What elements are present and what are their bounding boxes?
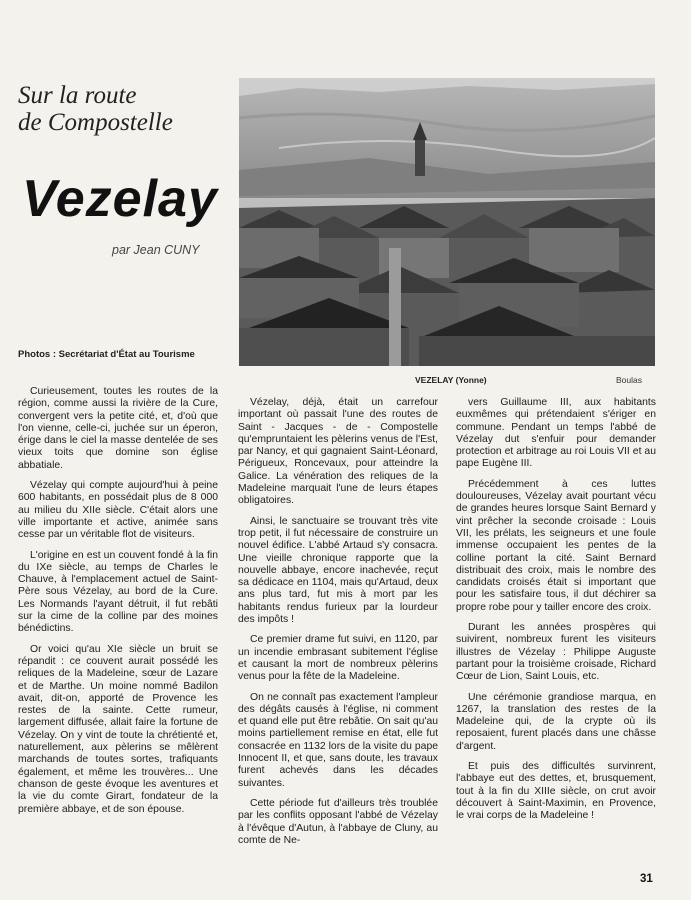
paragraph: Or voici qu'au XIe siècle un bruit se répandit : ce couvent aurait possédé les reliques de la Madeleine, sœur de Lazare et de Marthe. Un moine nommé Badilon avait, dit-on, apporté de Provence les restes de la sainte. Cette rumeur, largement diffusée, allait faire la fortune de Vézelay. On y vint de toute la chrétienté et, naturellement, aux pèlerins se mêlèrent marchands de toutes sortes, trafiquants également, et même les trouvères... Une chanson de geste évoque les aventures et la vie du comte Girart, fondateur de la première abbaye, et de son épouse. [18,643,218,815]
photo-caption: VEZELAY (Yonne) [415,375,487,385]
paragraph: Curieusement, toutes les routes de la région, comme aussi la rivière de la Cure, convergent vers la petite cité, et, d'où que l'on vienne, celle-ci, juchée sur un éperon, érige dans le ciel la masse dentelée de ses vieux toits que domine son église abbatiale. [18,386,218,471]
paragraph: Durant les années prospères qui suivirent, nombreux furent les visiteurs illustres de Vézelay : Philippe Auguste partant pour la troisième croisade, Richard Cœur de Lion, Saint Louis, etc. [456,622,656,683]
article-column-1 [18,386,218,846]
page-number: 31 [640,873,653,885]
kicker-line-2: de Compostelle [18,109,173,136]
paragraph: Ce premier drame fut suivi, en 1120, par un incendie embrasant subitement l'église et causant la mort de nombreux pèlerins venus pour la fête de la Madeleine. [238,634,438,683]
photo-credit: Photos : Secrétariat d'État au Tourisme [18,349,195,360]
paragraph: On ne connaît pas exactement l'ampleur des dégâts causés à l'église, ni comment et quand elle put être rebâtie. On sait qu'au moins partiellement remise en état, elle fut consacrée en 1132 lors de la visite du pape Innocent II, et que, sans doute, les travaux furent achevés dans les décades suivantes. [238,691,438,789]
photographer-credit: Boulas [616,375,642,385]
paragraph: Et puis des difficultés survinrent, l'abbaye eut des dettes, et, brusquement, tout à la fin du XIIIe siècle, on crut avoir découvert à Saint-Maximin, en Provence, le vrai corps de la Madeleine ! [456,761,656,822]
paragraph: vers Guillaume III, aux habitants euxmêmes qui prétendaient s'ériger en commune. Pendant un temps l'abbé de Vézelay dut s'enfuir pour demander protection et arbitrage au roi Louis VII et au pape Eugène III. [456,397,656,470]
article-title: Vezelay [22,170,218,228]
vezelay-photo [239,78,655,366]
byline: par Jean CUNY [112,243,200,257]
article-column-3 [456,397,656,857]
paragraph: L'origine en est un couvent fondé à la fin du IXe siècle, au temps de Charles le Chauve, à l'emplacement actuel de Saint-Père sous Vézelay, au bord de la Cure. Les Normands l'ayant détruit, il fut rebâti sur la cime de la colline par des moines bénédictins. [18,549,218,635]
paragraph: Cette période fut d'ailleurs très troublée par les conflits opposant l'abbé de Vézelay à l'évêque d'Autun, à l'abbaye de Cluny, au comte de Ne- [238,797,438,846]
paragraph: Vézelay qui compte aujourd'hui à peine 600 habitants, en possédait plus de 8 000 au milieu du XIIe siècle. C'était alors une ville importante et active, animée sans cesse par un véritable flot de visiteurs. [18,480,218,541]
kicker-line-1: Sur la route [18,82,137,109]
paragraph: Précédemment à ces luttes douloureuses, Vézelay avait pourtant vécu de grandes heures lorsque Saint Bernard y vint prêcher la seconde croisade : Louis VII, les prélats, les seigneurs et une foule immense occupaient les pentes de la colline portant la cité. Saint Bernard distribuait des croix, mais le nombre des candidats croisés était si important que pour les satisfaire tous, il dut déchirer sa propre robe pour y tailler encore des croix. [456,478,656,613]
article-column-2 [238,397,438,857]
kicker [18,82,228,136]
paragraph: Vézelay, déjà, était un carrefour important où passait l'une des routes de Saint - Jacques - de - Compostelle qu'empruntaient les pèlerins venus de l'Est, par Nancy, et qui gagnaient Saint-Léonard, Périgueux, Roncevaux, pour atteindre la Galice. La vénération des reliques de la Madeleine marquait l'une de leurs étapes obligatoires. [238,397,438,507]
paragraph: Une cérémonie grandiose marqua, en 1267, la translation des restes de la Madeleine qui, de la crypte où ils reposaient, furent placés dans une châsse d'argent. [456,691,656,752]
paragraph: Ainsi, le sanctuaire se trouvant très vite trop petit, il fut nécessaire de construire un nouvel édifice. L'abbé Artaud s'y consacra. Une vieille chronique rapporte que la nouvelle abbaye, encore inachevée, reçut sa dédicace en 1104, mais qu'Artaud, deux ans plus tard, fut mis à mort par les habitants rendus furieux par la lourdeur des impôts ! [238,515,438,626]
photo-illustration [239,78,655,366]
